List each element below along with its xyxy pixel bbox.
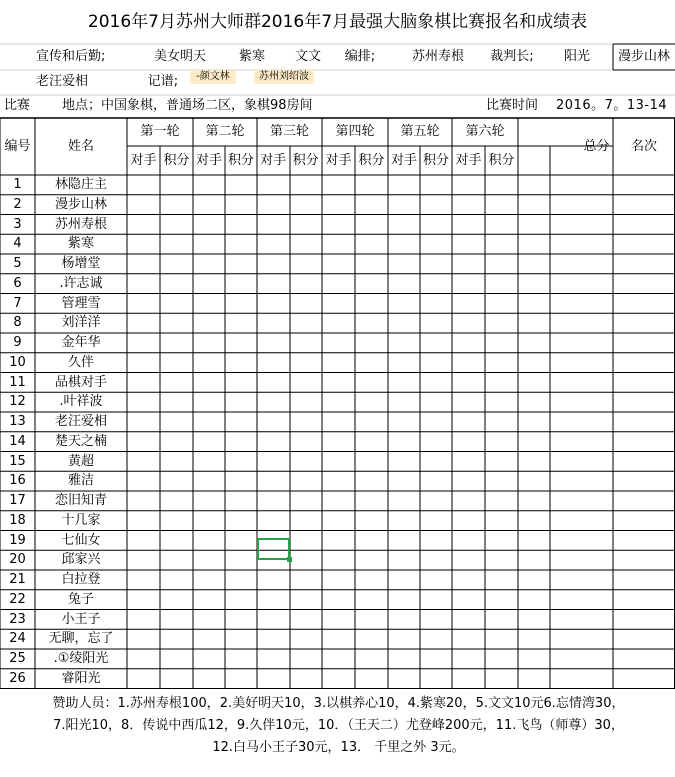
player-number: 24	[9, 631, 26, 647]
second-staff-name: 老汪爱相	[36, 74, 89, 89]
player-name: 刘洋洋	[61, 315, 101, 331]
player-number: 16	[9, 473, 26, 489]
player-name: .①绫阳光	[53, 651, 109, 666]
player-name: 管理雪	[61, 295, 101, 311]
header-opponent: 对手	[195, 153, 222, 168]
player-name: 老汪爱相	[54, 414, 107, 429]
player-number: 14	[9, 433, 26, 449]
player-name: 无聊，忘了	[48, 631, 114, 647]
player-number: 13	[9, 414, 26, 429]
player-name: .许志诚	[59, 275, 103, 291]
header-score: 积分	[227, 153, 254, 168]
publicity-name-2: 紫寒	[238, 49, 265, 64]
player-number: 1	[13, 177, 22, 192]
sponsor-line: 赞助人员：1.苏州寿根100，2.美好明天10，3.以棋养心10，4.紫寒20，5.文文10元6.忘情湾30，	[52, 695, 625, 711]
player-number: 2	[13, 196, 22, 212]
player-name: 兔子	[67, 591, 94, 607]
header-name: 姓名	[67, 139, 94, 154]
player-name: 楚天之楠	[54, 433, 107, 449]
player-number: 23	[9, 611, 26, 627]
arrange-name: 苏州寿根	[411, 49, 464, 64]
selected-cell[interactable]	[257, 538, 290, 560]
time-label: 比赛时间	[486, 98, 539, 113]
publicity-name-1: 美女明天	[153, 49, 206, 64]
record-name-1: -颜文林	[190, 70, 236, 84]
header-opponent: 对手	[455, 153, 482, 168]
record-label: 记谱;	[147, 74, 179, 89]
player-name: 十几家	[61, 512, 101, 528]
header-score: 积分	[422, 153, 449, 168]
header-rank: 名次	[630, 139, 657, 154]
player-number: 4	[13, 236, 22, 252]
publicity-name-3: 文文	[294, 49, 321, 64]
header-score: 积分	[292, 153, 319, 168]
header-score: 积分	[358, 153, 385, 168]
player-number: 5	[13, 256, 22, 271]
sheet-title: 2016年7月苏州大师群2016年7月最强大脑象棋比赛报名和成绩表	[87, 12, 588, 32]
record-name-2: 苏州刘绍波	[254, 70, 314, 84]
player-name: 七仙女	[61, 532, 101, 548]
judge-label: 裁判长;	[490, 49, 534, 64]
header-round: 第四轮	[335, 124, 375, 139]
info-location: 地点；中国象棋，普通场二区，象棋98房间	[62, 98, 313, 113]
player-number: 22	[9, 591, 26, 607]
player-number: 19	[9, 532, 26, 548]
header-round: 第五轮	[400, 124, 440, 139]
header-round: 第三轮	[269, 124, 309, 139]
player-name: 恋旧知青	[54, 493, 107, 508]
sponsor-line: 7.阳光10，8．传说中西瓜12，9.久伴10元，10．（王天二）尤登峰200元，11.飞鸟（师尊）30，	[53, 717, 624, 733]
player-name: 小王子	[61, 611, 101, 627]
header-score: 积分	[163, 153, 190, 168]
player-number: 21	[9, 572, 26, 587]
header-opponent: 对手	[130, 153, 157, 168]
header-round: 第六轮	[465, 124, 505, 139]
header-round: 第二轮	[205, 124, 245, 139]
player-name: 苏州寿根	[54, 216, 107, 232]
header-opponent: 对手	[390, 153, 417, 168]
player-name: 久伴	[67, 354, 94, 370]
header-opponent: 对手	[260, 153, 287, 168]
player-number: 10	[9, 354, 26, 370]
sponsor-line: 12.白马小王子30元，13． 千里之外 3元。	[212, 739, 465, 755]
player-name: 品棋对手	[54, 374, 107, 390]
time-value: 2016。7。13-14	[556, 98, 668, 113]
player-number: 6	[13, 275, 22, 291]
player-number: 3	[13, 216, 22, 232]
player-number: 17	[9, 493, 26, 508]
player-number: 7	[13, 295, 22, 311]
player-number: 15	[9, 453, 26, 469]
player-name: .叶祥波	[59, 394, 103, 410]
header-number: 编号	[4, 139, 31, 154]
player-number: 8	[13, 315, 22, 331]
player-number: 11	[9, 374, 26, 390]
player-number: 18	[9, 512, 26, 528]
player-name: 邱家兴	[61, 552, 101, 568]
player-name: 紫寒	[67, 236, 94, 252]
player-name: 雅洁	[67, 473, 94, 489]
corner-name: 漫步山林	[617, 49, 670, 64]
header-round: 第一轮	[140, 124, 180, 139]
player-number: 20	[9, 552, 26, 568]
header-opponent: 对手	[325, 153, 352, 168]
player-name: 杨增堂	[61, 256, 101, 271]
player-number: 9	[13, 335, 22, 350]
player-name: 白拉登	[61, 572, 101, 587]
player-number: 25	[9, 651, 26, 666]
player-name: 睿阳光	[61, 670, 101, 686]
arrange-label: 编排;	[344, 49, 376, 64]
player-name: 林隐庄主	[54, 177, 107, 192]
info-label: 比赛	[4, 98, 31, 113]
judge-name: 阳光	[563, 49, 590, 64]
header-total: 总分	[583, 139, 610, 154]
player-number: 26	[9, 670, 26, 686]
publicity-label: 宣传和后勤;	[36, 49, 106, 64]
player-number: 12	[9, 394, 26, 410]
player-name: 黄超	[67, 453, 94, 469]
player-name: 金年华	[61, 335, 101, 350]
header-score: 积分	[488, 153, 515, 168]
player-name: 漫步山林	[54, 196, 107, 212]
